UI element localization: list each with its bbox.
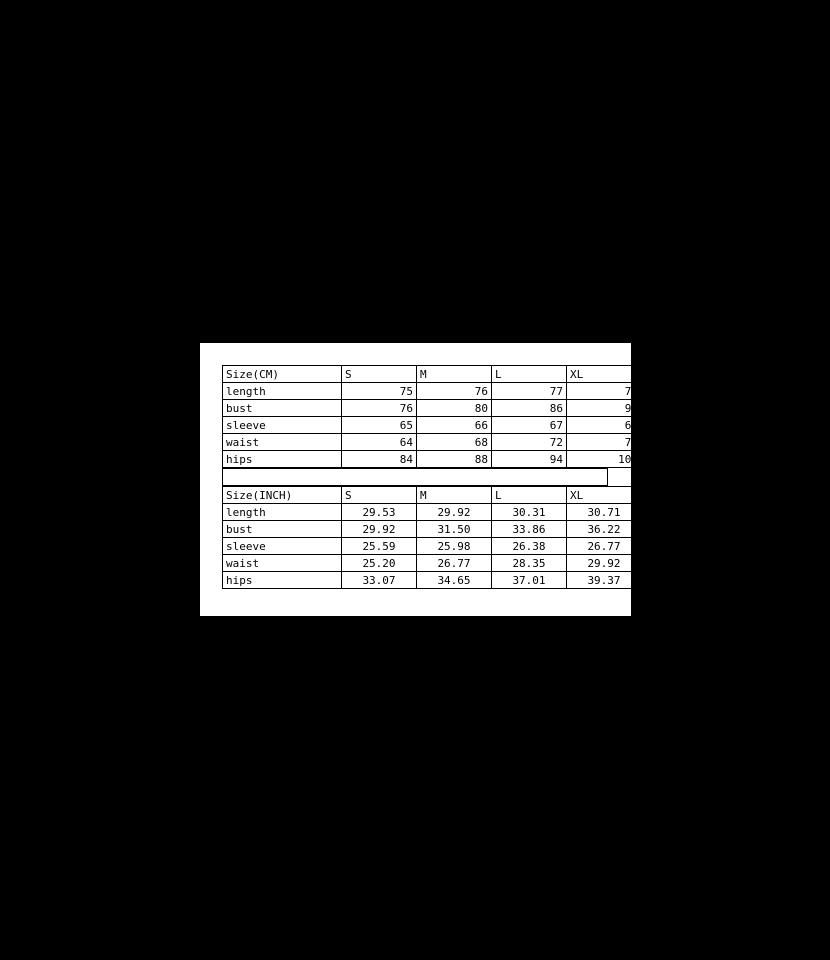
row-label-sleeve: sleeve [223, 538, 342, 555]
cell-bust-m: 31.50 [417, 521, 492, 538]
cell-length-m: 29.92 [417, 504, 492, 521]
cell-sleeve-m: 25.98 [417, 538, 492, 555]
cell-hips-s: 33.07 [342, 572, 417, 589]
header-cell-xl: XL [567, 487, 642, 504]
table-header-row [223, 487, 642, 504]
row-label-bust: bust [223, 400, 342, 417]
row-label-hips: hips [223, 451, 342, 468]
cell-waist-s: 64 [342, 434, 417, 451]
header-cell-xl: XL [567, 366, 642, 383]
row-label-sleeve: sleeve [223, 417, 342, 434]
row-label-hips: hips [223, 572, 342, 589]
cell-bust-xl: 92 [567, 400, 642, 417]
cell-length-xl: 78 [567, 383, 642, 400]
cell-waist-l: 72 [492, 434, 567, 451]
header-cell-s: S [342, 487, 417, 504]
cell-hips-l: 37.01 [492, 572, 567, 589]
cell-bust-xl: 36.22 [567, 521, 642, 538]
cell-bust-s: 76 [342, 400, 417, 417]
cell-length-l: 30.31 [492, 504, 567, 521]
cell-sleeve-l: 26.38 [492, 538, 567, 555]
cell-sleeve-l: 67 [492, 417, 567, 434]
header-cell-size-inch: Size(INCH) [223, 487, 342, 504]
row-label-bust: bust [223, 521, 342, 538]
cell-length-m: 76 [417, 383, 492, 400]
cell-bust-l: 86 [492, 400, 567, 417]
table-row [223, 417, 642, 434]
row-label-length: length [223, 504, 342, 521]
table-row [223, 538, 642, 555]
cell-waist-xl: 76 [567, 434, 642, 451]
cell-length-s: 29.53 [342, 504, 417, 521]
row-label-waist: waist [223, 555, 342, 572]
table-row [223, 400, 642, 417]
table-row [223, 434, 642, 451]
table-row [223, 521, 642, 538]
cell-bust-s: 29.92 [342, 521, 417, 538]
spacer-row [223, 469, 608, 486]
cell-hips-xl: 39.37 [567, 572, 642, 589]
cell-sleeve-xl: 68 [567, 417, 642, 434]
cell-bust-m: 80 [417, 400, 492, 417]
cell-waist-m: 26.77 [417, 555, 492, 572]
spacer-cell [223, 469, 608, 486]
header-cell-l: L [492, 366, 567, 383]
table-spacer [222, 468, 608, 486]
cell-sleeve-xl: 26.77 [567, 538, 642, 555]
cell-length-s: 75 [342, 383, 417, 400]
cell-sleeve-s: 25.59 [342, 538, 417, 555]
header-cell-size-cm: Size(CM) [223, 366, 342, 383]
size-chart-card [200, 343, 638, 616]
cell-hips-xl: 100 [567, 451, 642, 468]
table-row [223, 383, 642, 400]
cell-hips-m: 34.65 [417, 572, 492, 589]
cell-waist-s: 25.20 [342, 555, 417, 572]
table-header-row [223, 366, 642, 383]
row-label-length: length [223, 383, 342, 400]
cell-waist-l: 28.35 [492, 555, 567, 572]
cell-hips-s: 84 [342, 451, 417, 468]
table-row [223, 555, 642, 572]
header-cell-l: L [492, 487, 567, 504]
header-cell-s: S [342, 366, 417, 383]
cell-length-xl: 30.71 [567, 504, 642, 521]
cell-waist-xl: 29.92 [567, 555, 642, 572]
size-table-cm [222, 365, 642, 468]
size-table-inch [222, 486, 642, 589]
row-label-waist: waist [223, 434, 342, 451]
header-cell-m: M [417, 487, 492, 504]
table-row [223, 451, 642, 468]
cell-hips-m: 88 [417, 451, 492, 468]
cell-length-l: 77 [492, 383, 567, 400]
table-row [223, 572, 642, 589]
header-cell-m: M [417, 366, 492, 383]
cell-sleeve-m: 66 [417, 417, 492, 434]
cell-bust-l: 33.86 [492, 521, 567, 538]
cell-hips-l: 94 [492, 451, 567, 468]
table-row [223, 504, 642, 521]
cell-waist-m: 68 [417, 434, 492, 451]
size-tables-container [222, 365, 638, 589]
cell-sleeve-s: 65 [342, 417, 417, 434]
